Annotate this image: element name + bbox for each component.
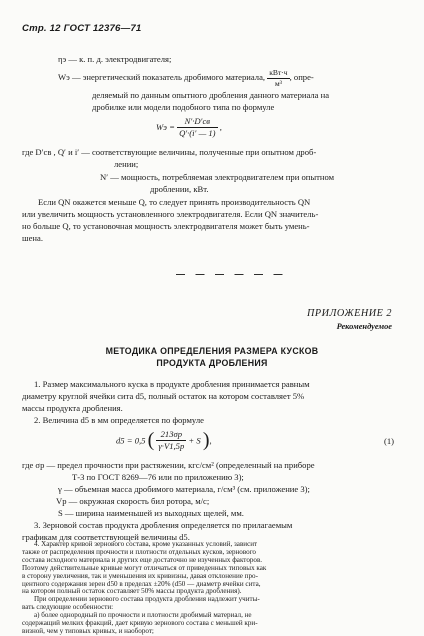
where-line2: лении; bbox=[114, 159, 139, 169]
formula-energy bbox=[156, 116, 222, 139]
para-qn-4: шена. bbox=[22, 233, 43, 243]
item-a-line3: визной, чем у типовых кривых, и наоборот; bbox=[22, 626, 154, 635]
formula-energy-denominator: Q′·(i′ — 1) bbox=[179, 128, 216, 138]
where2-line4: Vр — окружная скорость бил ротора, м/с; bbox=[56, 496, 210, 506]
formula-energy-fraction bbox=[177, 116, 217, 139]
def-energy-tail: , опре- bbox=[289, 72, 314, 83]
def-energy-line3: дробилке или модели подобного типа по формуле bbox=[92, 102, 275, 112]
def-energy-line2: деляемый по данным опытного дробления данного материала на bbox=[92, 90, 330, 100]
section-separator: — — — — — — bbox=[176, 269, 287, 279]
formula-d5-lhs: d5 = 0,5 bbox=[116, 435, 146, 446]
def-energy-text: Wэ — энергетический показатель дробимого материала, bbox=[58, 72, 266, 83]
formula-d5-denominator: γ·V1,5р bbox=[158, 441, 185, 452]
appendix-title-line2: ПРОДУКТА ДРОБЛЕНИЯ bbox=[156, 358, 268, 368]
page-header: Стр. 12 ГОСТ 12376—71 bbox=[22, 23, 142, 34]
def-energy-unit bbox=[267, 68, 289, 88]
formula-energy-lhs: Wэ = bbox=[156, 122, 175, 132]
formula-d5-rparen: ) bbox=[202, 429, 210, 451]
formula-energy-tail: , bbox=[219, 122, 222, 132]
appendix-title-line1: МЕТОДИКА ОПРЕДЕЛЕНИЯ РАЗМЕРА КУСКОВ bbox=[105, 346, 319, 356]
sec3-line2: графикам для соответствующей величины d5. bbox=[22, 532, 190, 542]
formula-d5-numerator: 213σр bbox=[156, 429, 186, 441]
sec4-line7: на котором полный остаток составляет 50% массы продукта дробления). bbox=[22, 587, 242, 596]
unit-denominator: м³ bbox=[274, 78, 282, 88]
where-line1: где D′св , Q′ и i′ — соответствующие величины, полученные при опытном дроб- bbox=[22, 147, 317, 157]
item-a-line2: содержащий мелких фракций, дает кривую зернового состава с меньшей кри- bbox=[22, 619, 258, 627]
formula-energy-numerator: N′·D′св bbox=[177, 116, 217, 128]
formula-d5-fraction bbox=[156, 429, 186, 452]
appendix-status: Рекомендуемое bbox=[336, 322, 392, 331]
where2-line1: где σр — предел прочности при растяжении, кгс/см² (определенный на приборе bbox=[22, 460, 315, 470]
sec4-line6: центного содержания зерен d50 в пределах ±20% (d50 — диаметр ячейки сита, bbox=[22, 579, 261, 588]
sec2-line: 2. Величина d5 в мм определяется по формуле bbox=[34, 415, 204, 425]
sec4-line1: 4. Характер кривой зернового состава, кроме указанных условий, зависит bbox=[34, 540, 258, 548]
where2-line2: Т-3 по ГОСТ 8269—76 или по приложению 3); bbox=[72, 472, 244, 482]
sec3-line1: 3. Зерновой состав продукта дробления определяется по прилагаемым bbox=[34, 520, 293, 530]
para-qn-2: или увеличить мощность установленного электродвигателя. Если QN значитель- bbox=[22, 209, 319, 219]
unit-numerator: кВт·ч bbox=[269, 68, 288, 77]
sec5-line2: вать следующие особенности: bbox=[22, 603, 114, 612]
sec4-line5: в сторону увеличения, так и уменьшения их кривизны, давая отклонение про- bbox=[22, 571, 258, 580]
appendix-label: ПРИЛОЖЕНИЕ 2 bbox=[307, 308, 392, 319]
sec1-line1: 1. Размер максимального куска в продукте дробления принимается равным bbox=[34, 379, 310, 389]
formula-d5-lparen: ( bbox=[147, 429, 155, 451]
def-efficiency: ηэ — к. п. д. электродвигателя; bbox=[58, 54, 172, 64]
sec1-line3: массы продукта дробления. bbox=[22, 403, 123, 413]
item-a-line1: а) более однородный по прочности и плотности дробимый материал, не bbox=[34, 611, 252, 620]
para-qn-3: но больше Q, то установочная мощность электродвигателя может быть умень- bbox=[22, 221, 310, 231]
where-line4: дроблении, кВт. bbox=[150, 184, 209, 194]
formula-d5-number: (1) bbox=[383, 436, 394, 446]
formula-d5-tail: + S bbox=[188, 435, 201, 446]
sec4-line2: также от распределения прочности и плотности отдельных кусков, зернового bbox=[22, 547, 256, 556]
para-qn-1: Если QN окажется меньше Q, то следует принять производительность QN bbox=[38, 197, 311, 207]
where2-line3: γ — объемная масса дробимого материала, г/см³ (см. приложение 3); bbox=[58, 484, 310, 494]
sec4-line4: Поэтому действительные кривые могут отличаться от приведенных типовых как bbox=[22, 563, 267, 572]
formula-d5-comma: , bbox=[209, 435, 212, 446]
sec4-line3: состава исходного материала и других еще достаточно не изученных факторов. bbox=[22, 555, 263, 564]
sec1-line2: диаметру круглой ячейки сита d5, полный остаток на котором составляет 5% bbox=[22, 391, 305, 401]
sec5-line1: При определении зернового состава продукта дробления надлежит учиты- bbox=[34, 595, 260, 604]
where2-line5: S — ширина наименьшей из выходных щелей, мм. bbox=[58, 508, 244, 518]
formula-d5 bbox=[116, 428, 212, 454]
where-line3: N′ — мощность, потребляемая электродвигателем при опытном bbox=[100, 172, 335, 182]
def-energy-indicator bbox=[58, 68, 314, 88]
